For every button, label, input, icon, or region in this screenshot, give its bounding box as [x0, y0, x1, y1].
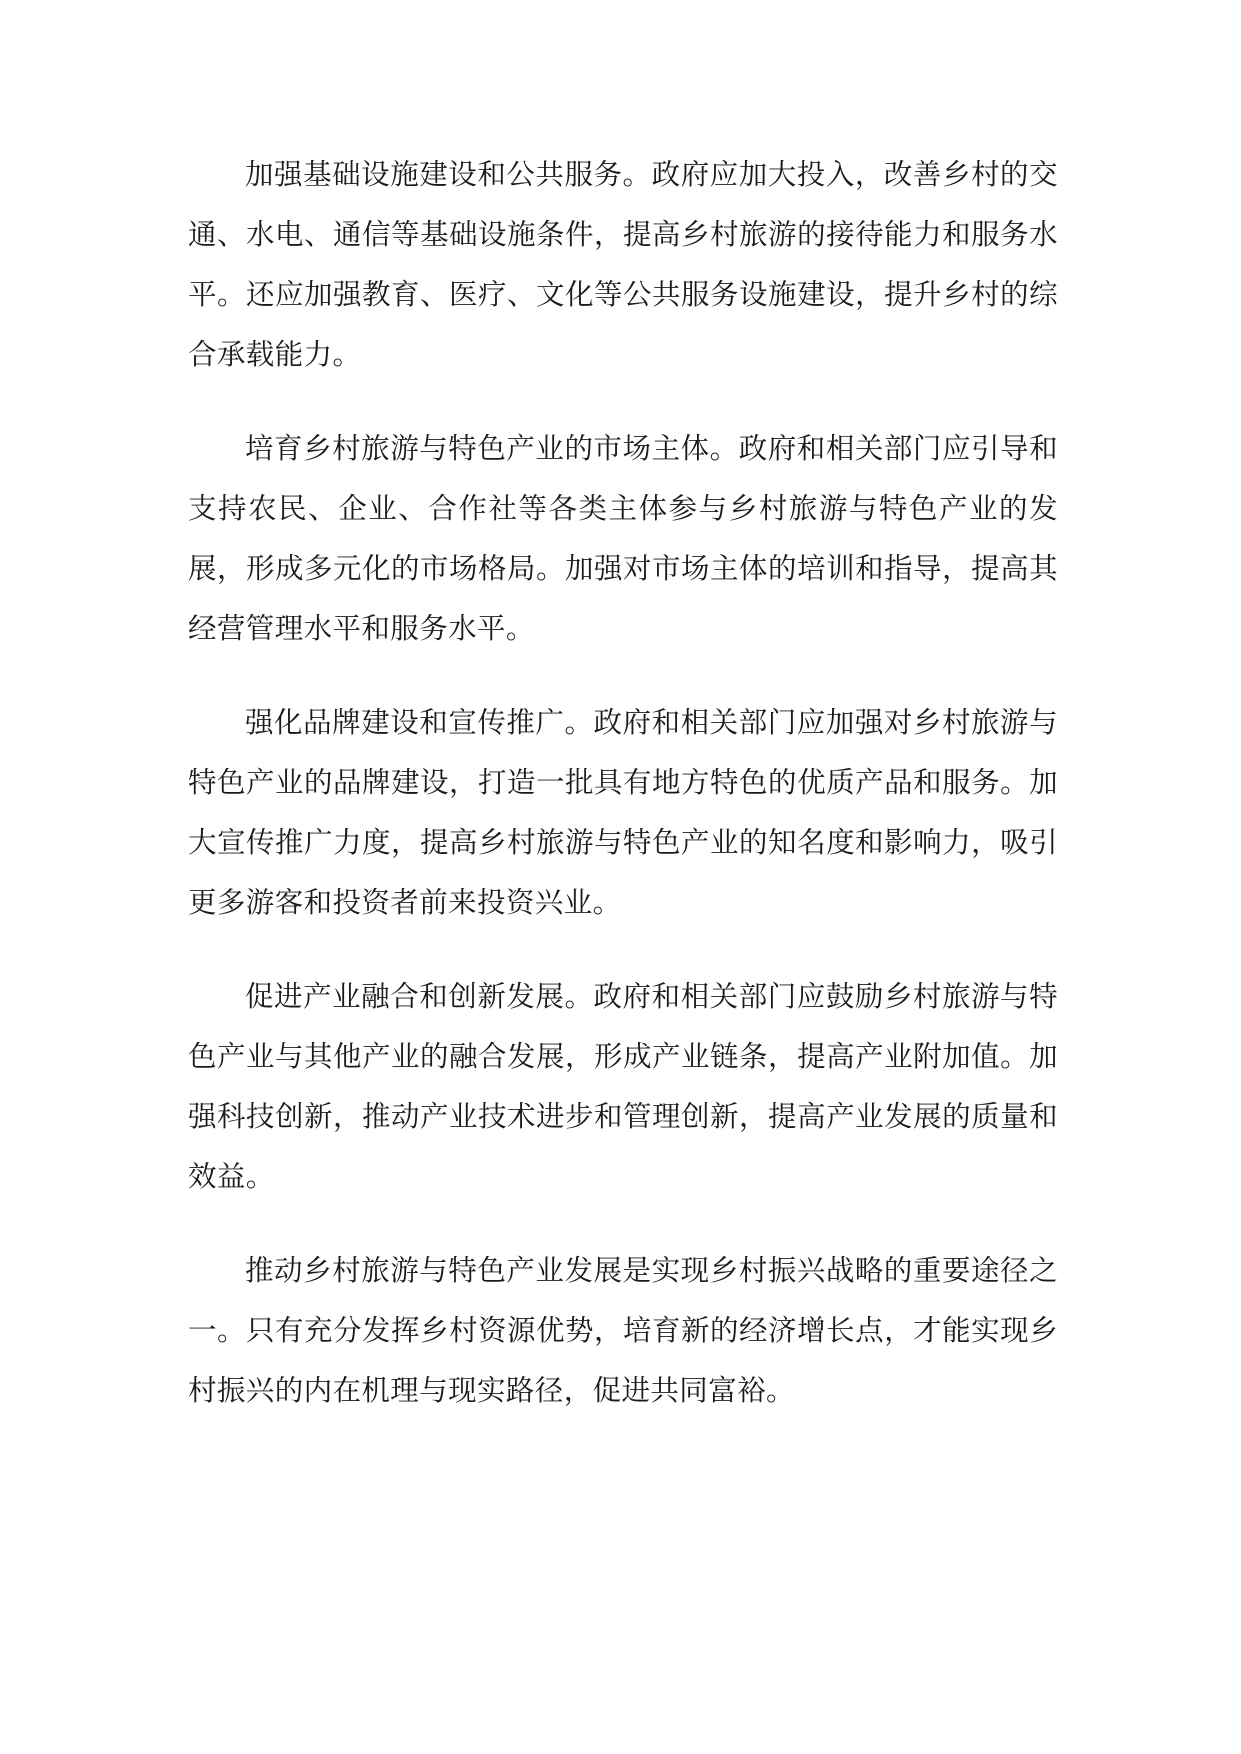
paragraph-industry-integration: 促进产业融合和创新发展。政府和相关部门应鼓励乡村旅游与特色产业与其他产业的融合发展，形成产业链条，提高产业附加值。加强科技创新，推动产业技术进步和管理创新，提高产业发展的质量和效益。 [188, 980, 1058, 1193]
paragraph-infrastructure: 加强基础设施建设和公共服务。政府应加大投入，改善乡村的交通、水电、通信等基础设施条件，提高乡村旅游的接待能力和服务水平。还应加强教育、医疗、文化等公共服务设施建设，提升乡村的综合承载能力。 [188, 158, 1058, 371]
paragraph-brand-building: 强化品牌建设和宣传推广。政府和相关部门应加强对乡村旅游与特色产业的品牌建设，打造一批具有地方特色的优质产品和服务。加大宣传推广力度，提高乡村旅游与特色产业的知名度和影响力，吸引更多游客和投资者前来投资兴业。 [188, 706, 1058, 919]
paragraph-conclusion: 推动乡村旅游与特色产业发展是实现乡村振兴战略的重要途径之一。只有充分发挥乡村资源优势，培育新的经济增长点，才能实现乡村振兴的内在机理与现实路径，促进共同富裕。 [188, 1254, 1058, 1407]
document-body [188, 145, 1058, 1455]
paragraph-market-entities: 培育乡村旅游与特色产业的市场主体。政府和相关部门应引导和支持农民、企业、合作社等各类主体参与乡村旅游与特色产业的发展，形成多元化的市场格局。加强对市场主体的培训和指导，提高其经营管理水平和服务水平。 [188, 432, 1058, 645]
